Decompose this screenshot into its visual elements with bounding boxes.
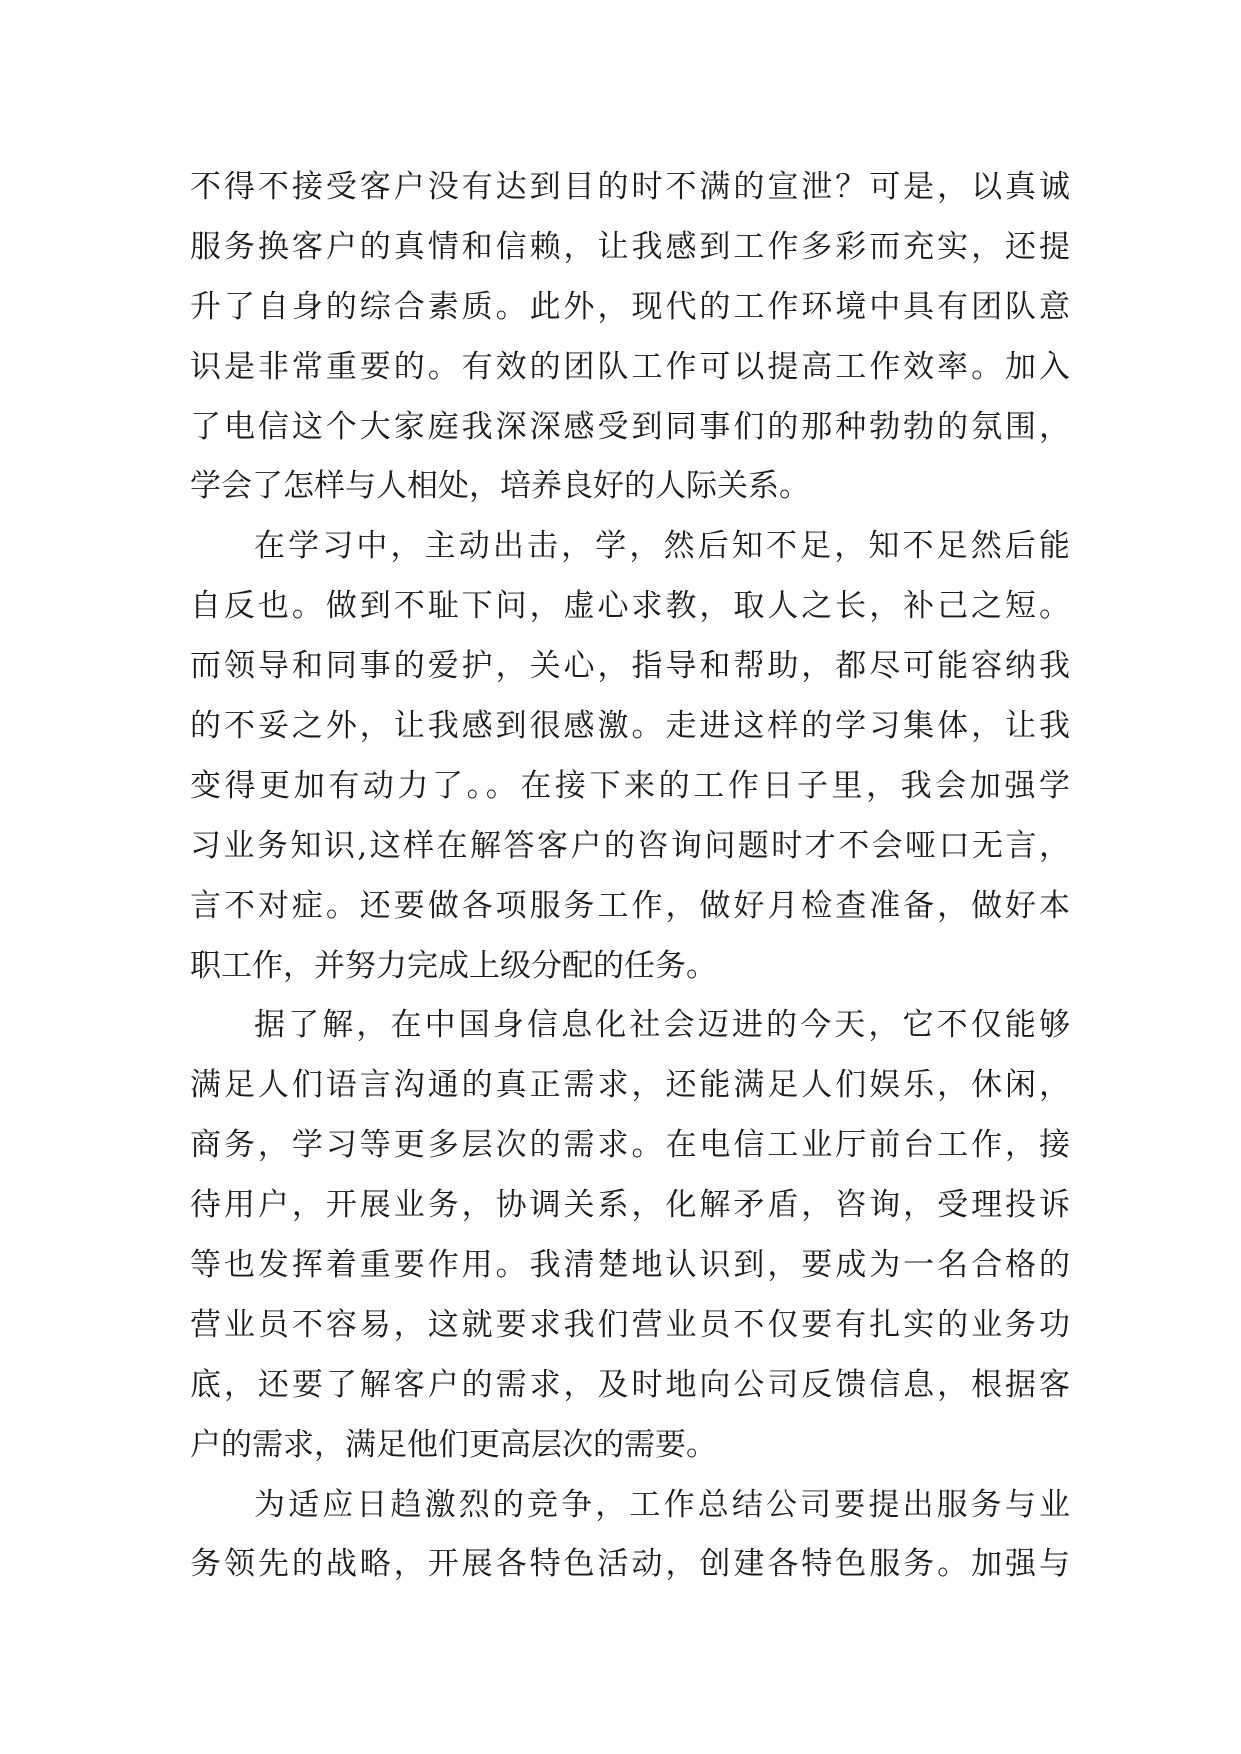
paragraph (190, 1476, 1070, 1596)
text-line: 营业员不容易，这就要求我们营业员不仅要有扎实的业务功 (190, 1306, 1070, 1343)
text-line: 识是非常重要的。有效的团队工作可以提高工作效率。加入 (190, 348, 1070, 385)
text-line: 学会了怎样与人相处，培养良好的人际关系。 (190, 468, 810, 505)
text-line: 职工作，并努力完成上级分配的任务。 (190, 947, 717, 984)
text-line: 升了自身的综合素质。此外，现代的工作环境中具有团队意 (190, 288, 1070, 325)
text-line: 满足人们语言沟通的真正需求，还能满足人们娱乐，休闲， (190, 1067, 1070, 1104)
paragraph (190, 996, 1070, 1475)
text-line: 据了解，在中国身信息化社会迈进的今天，它不仅能够 (254, 1007, 1070, 1044)
text-line: 习业务知识,这样在解答客户的咨询问题时才不会哑口无言， (190, 827, 1070, 864)
text-line: 户的需求，满足他们更高层次的需要。 (190, 1426, 717, 1463)
text-line: 底，还要了解客户的需求，及时地向公司反馈信息，根据客 (190, 1366, 1070, 1403)
text-line: 为适应日趋激烈的竞争，工作总结公司要提出服务与业 (254, 1486, 1070, 1523)
text-line: 了电信这个大家庭我深深感受到同事们的那种勃勃的氛围， (190, 408, 1070, 445)
text-line: 等也发挥着重要作用。我清楚地认识到，要成为一名合格的 (190, 1247, 1070, 1284)
text-line: 的不妥之外，让我感到很感激。走进这样的学习集体，让我 (190, 708, 1070, 745)
text-line: 待用户，开展业务，协调关系，化解矛盾，咨询，受理投诉 (190, 1187, 1070, 1224)
text-line: 商务，学习等更多层次的需求。在电信工业厅前台工作，接 (190, 1127, 1070, 1164)
text-line: 变得更加有动力了。。在接下来的工作日子里，我会加强学 (190, 767, 1070, 804)
text-line: 而领导和同事的爱护，关心，指导和帮助，都尽可能容纳我 (190, 648, 1070, 685)
text-line: 言不对症。还要做各项服务工作，做好月检查准备，做好本 (190, 887, 1070, 924)
paragraph (190, 517, 1070, 996)
text-line: 自反也。做到不耻下问，虚心求教，取人之长，补己之短。 (190, 588, 1070, 625)
text-line: 不得不接受客户没有达到目的时不满的宣泄？可是，以真诚 (190, 169, 1070, 205)
text-line: 服务换客户的真情和信赖，让我感到工作多彩而充实，还提 (190, 228, 1070, 265)
text-line: 务领先的战略，开展各特色活动，创建各特色服务。加强与 (190, 1546, 1070, 1583)
paragraph (190, 158, 1070, 517)
text-line: 在学习中，主动出击，学，然后知不足，知不足然后能 (254, 528, 1070, 565)
body-text (190, 158, 1070, 1595)
